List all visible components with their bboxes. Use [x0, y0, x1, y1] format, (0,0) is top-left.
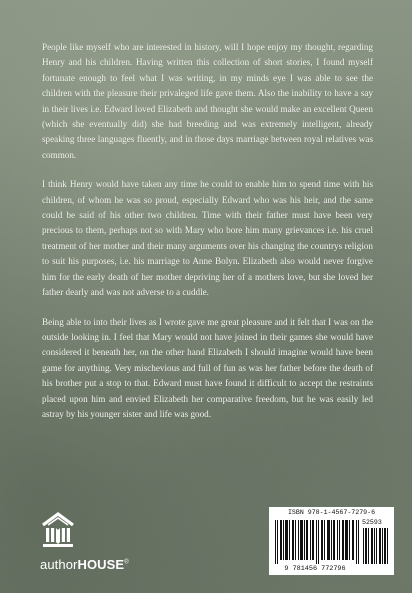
isbn-label: ISBN 978-1-4567-7279-6	[287, 509, 376, 516]
publisher-name-part2: HOUSE	[77, 557, 125, 572]
house-book-icon	[40, 511, 76, 549]
blurb-paragraph-3: Being able to into their lives as I wrote gave me great pleasure and it felt that I was on the outside looking in. I feel that Mary would not have joined in their games she would have considered it beneath her, on the other hand Elizabeth I should imagine would have been game for anything. Very mischevious and full of fun as was her father before the death of his brother put a stop to that. Edward must have found it difficult to accept the restraints placed upon him and envied Elizabeth her comparative freedom, but he was easily led astray by his younger sister and life was good.	[42, 316, 373, 419]
blurb-paragraph-1: People like myself who are interested in history, will I hope enjoy my thought, regarding Henry and his children. Having written this collection of short stories, I found myself fortunate enough to feel what I was writing, in my minds eye I was able to see the children with the pleasure their privaleged life gave them. Also the inability to have a say in their lives i.e. Edward loved Elizabeth and thought she would make an excellent Queen (which she eventually did) she had breeding and was extremely intelligent, already speaking three languages fluently, and in those days marriage between royal relatives was common.	[42, 42, 373, 160]
barcode-ean-digits: 9 781456 772796	[284, 565, 346, 573]
blurb-paragraph-2: I think Henry would have taken any time he could to enable him to spend time with his children, of whom he was so proud, especially Edward who was his heir, and the same could be said of his other two children. Time with their father must have been very precious to them, perhaps not so with Mary who bore him many grievances i.e. his cruel treatment of her mother and their many arguments over his changing the countrys religion to suit his purposes, i.e. his marriage to Anne Bolyn. Elizabeth also would never forgive him for the early death of her mother depriving her of a mothers love, but she loved her father dearly and was not adverse to a cuddle.	[42, 179, 373, 298]
barcode-supplement-digits: 52593	[362, 519, 382, 526]
isbn-barcode	[269, 507, 394, 575]
publisher-logo	[40, 511, 129, 581]
barcode-bars	[275, 520, 359, 564]
publisher-name-part1: author	[40, 557, 78, 572]
barcode-supplement-bars	[363, 528, 389, 564]
publisher-trademark: ®	[124, 559, 129, 566]
back-cover-blurb	[42, 40, 373, 436]
publisher-name	[40, 557, 129, 572]
